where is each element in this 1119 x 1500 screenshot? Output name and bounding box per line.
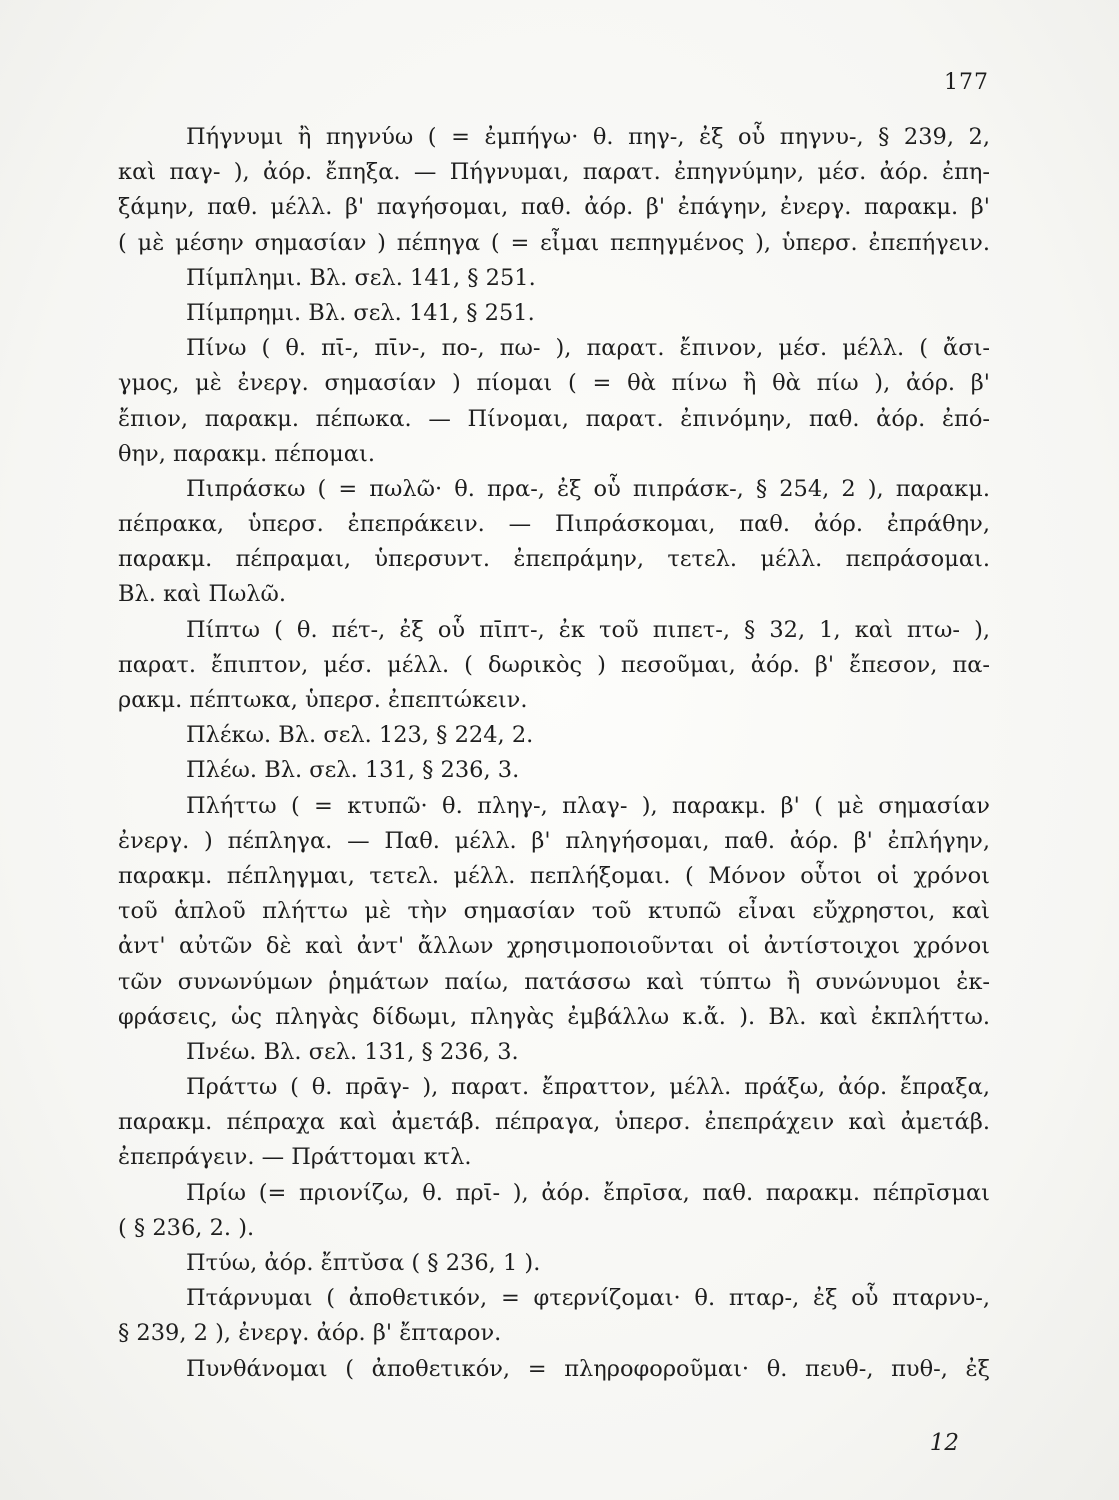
text-line: ( μὲ μέσην σημασίαν ) πέπηγα ( = εἶμαι πεπηγμένος ), ὑπερσ. ἐπεπήγειν. [118,229,990,256]
text-line: Πίμπρημι. Βλ. σελ. 141, § 251. [186,299,535,326]
text-line: Πίνω ( θ. πῑ-, πῑν-, πο-, πω- ), παρατ. ἔπινον, μέσ. μέλλ. ( ἄσι- [186,335,990,362]
text-line: Βλ. καὶ Πωλῶ. [118,581,287,608]
text-line: Πράττω ( θ. πρᾱγ- ), παρατ. ἔπραττον, μέλλ. πράξω, ἀόρ. ἔπραξα, [186,1074,990,1101]
text-line: Πλήττω ( = κτυπῶ· θ. πληγ-, πλαγ- ), παρακμ. β' ( μὲ σημασίαν [186,792,990,819]
text-line: τῶν συνωνύμων ῥημάτων παίω, πατάσσω καὶ τύπτω ἢ συνώνυμοι ἐκ- [118,968,990,995]
text-line: Πλέκω. Βλ. σελ. 123, § 224, 2. [186,722,534,749]
text-line: Πρίω (= πριονίζω, θ. πρῑ- ), ἀόρ. ἔπρῑσα, παθ. παρακμ. πέπρῑσμαι [186,1179,990,1206]
signature-mark: 12 [929,1430,959,1456]
text-line: Πίπτω ( θ. πέτ-, ἐξ οὗ πῑπτ-, ἐκ τοῦ πιπετ-, § 32, 1, καὶ πτω- ), [186,616,990,643]
text-line: φράσεις, ὡς πληγὰς δίδωμι, πληγὰς ἐμβάλλω κ.ἄ. ). Βλ. καὶ ἐκπλήττω. [118,1003,990,1030]
text-line: Πυνθάνομαι ( ἀποθετικόν, = πληροφοροῦμαι· θ. πευθ-, πυθ-, ἐξ [186,1355,990,1382]
page-number: 177 [944,70,989,95]
text-line: § 239, 2 ), ἐνεργ. ἀόρ. β' ἔπταρον. [118,1320,502,1347]
text-line: παρακμ. πέπραχα καὶ ἀμετάβ. πέπραγα, ὑπερσ. ἐπεπράχειν καὶ ἀμετάβ. [118,1109,990,1136]
text-line: Πιπράσκω ( = πωλῶ· θ. πρα-, ἐξ οὗ πιπράσκ-, § 254, 2 ), παρακμ. [186,475,990,502]
text-line: παρακμ. πέπληγμαι, τετελ. μέλλ. πεπλήξομαι. ( Μόνον οὗτοι οἱ χρόνοι [118,862,990,889]
text-line: ρακμ. πέπτωκα, ὑπερσ. ἐπεπτώκειν. [118,687,528,713]
text-line: πέπρακα, ὑπερσ. ἐπεπράκειν. — Πιπράσκομαι, παθ. ἀόρ. ἐπράθην, [118,511,990,538]
body-text [118,120,990,1387]
text-line: καὶ παγ- ), ἀόρ. ἔπηξα. — Πήγνυμαι, παρατ. ἐπηγνύμην, μέσ. ἀόρ. ἐπη- [118,159,990,186]
text-line: Πίμπλημι. Βλ. σελ. 141, § 251. [186,264,536,291]
text-line: τοῦ ἁπλοῦ πλήττω μὲ τὴν σημασίαν τοῦ κτυπῶ εἶναι εὔχρηστοι, καὶ [118,898,990,925]
text-line: Πτύω, ἀόρ. ἔπτῠσα ( § 236, 1 ). [186,1250,541,1276]
text-line: Πήγνυμι ἢ πηγνύω ( = ἐμπήγω· θ. πηγ-, ἐξ οὗ πηγνυ-, § 239, 2, [186,124,990,150]
text-line: παρατ. ἔπιπτον, μέσ. μέλλ. ( δωρικὸς ) πεσοῦμαι, ἀόρ. β' ἔπεσον, πα- [118,651,990,678]
text-line: ἀντ' αὐτῶν δὲ καὶ ἀντ' ἄλλων χρησιμοποιοῦνται οἱ ἀντίστοιχοι χρόνοι [118,933,990,960]
text-line: Πτάρνυμαι ( ἀποθετικόν, = φτερνίζομαι· θ. πταρ-, ἐξ οὗ πταρνυ-, [186,1285,990,1312]
text-line: ( § 236, 2. ). [118,1214,255,1241]
text-line: ἔπιον, παρακμ. πέπωκα. — Πίνομαι, παρατ. ἐπινόμην, παθ. ἀόρ. ἐπό- [118,405,990,432]
text-line: Πνέω. Βλ. σελ. 131, § 236, 3. [186,1038,519,1065]
text-line: ἐπεπράγειν. — Πράττομαι κτλ. [118,1144,472,1171]
text-line: ξάμην, παθ. μέλλ. β' παγήσομαι, παθ. ἀόρ. β' ἐπάγην, ἐνεργ. παρακμ. β' [118,194,990,221]
text-line: γμος, μὲ ἐνεργ. σημασίαν ) πίομαι ( = θὰ πίνω ἢ θὰ πίω ), ἀόρ. β' [118,370,990,397]
text-line: ἐνεργ. ) πέπληγα. — Παθ. μέλλ. β' πληγήσομαι, παθ. ἀόρ. β' ἐπλήγην, [118,827,990,854]
text-line: παρακμ. πέπραμαι, ὑπερσυντ. ἐπεπράμην, τετελ. μέλλ. πεπράσομαι. [118,546,990,573]
text-line: θην, παρακμ. πέπομαι. [118,440,375,467]
text-line: Πλέω. Βλ. σελ. 131, § 236, 3. [186,757,520,784]
